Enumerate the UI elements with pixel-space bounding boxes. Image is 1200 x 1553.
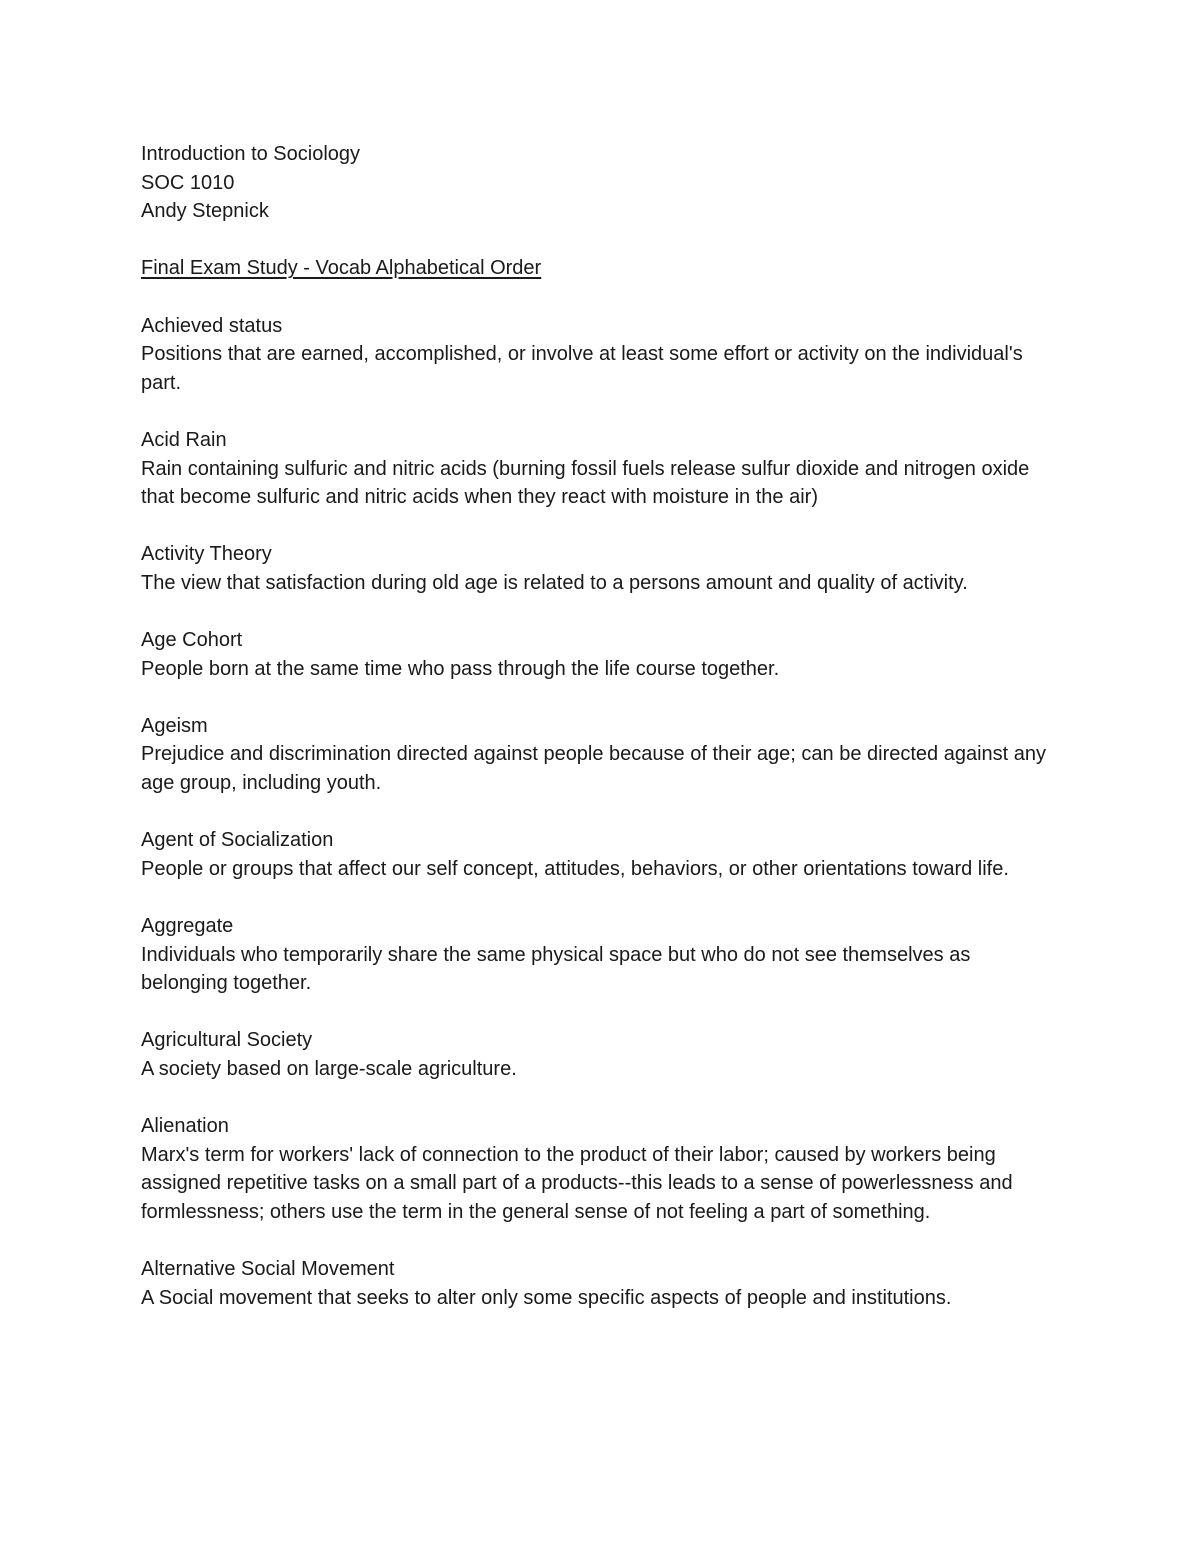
vocab-entry [141,540,1061,597]
vocab-term: Achieved status [141,314,283,337]
document-page [141,140,1061,1312]
vocab-entry [141,626,1061,683]
vocab-term: Ageism [141,714,208,737]
vocab-term: Agricultural Society [141,1029,313,1052]
vocab-definition: People born at the same time who pass through the life course together. [141,657,780,680]
vocab-definition: Prejudice and discrimination directed against people because of their age; can be directed against any age group, including youth. [141,743,1047,795]
vocab-entry [141,1112,1061,1226]
vocab-entry [141,912,1061,998]
vocab-entry [141,312,1061,398]
vocab-term: Alternative Social Movement [141,1258,395,1281]
vocab-term: Activity Theory [141,543,272,566]
vocab-definition: A society based on large-scale agriculture. [141,1058,517,1080]
vocab-term: Alienation [141,1115,229,1138]
vocab-definition: Marx's term for workers' lack of connection to the product of their labor; caused by workers being assigned repetitive tasks on a small part of a products--this leads to a sense of powerlessness and formlessness; others use the term in the general sense of not feeling a part of something. [141,1143,1013,1223]
vocab-definition: The view that satisfaction during old age is related to a persons amount and quality of activity. [141,571,968,594]
vocab-term: Age Cohort [141,629,243,652]
vocab-term: Acid Rain [141,428,227,451]
vocab-term: Agent of Socialization [141,829,334,852]
vocab-definition: Individuals who temporarily share the same physical space but who do not see themselves as belonging together. [141,943,971,995]
document-title: Final Exam Study - Vocab Alphabetical Order [141,257,542,280]
course-code: SOC 1010 [141,171,235,194]
author-name: Andy Stepnick [141,200,269,223]
vocab-definition: People or groups that affect our self concept, attitudes, behaviors, or other orientations toward life. [141,857,1009,880]
vocab-definition: Positions that are earned, accomplished, or involve at least some effort or activity on the individual's part. [141,343,1023,394]
vocab-entry [141,1026,1061,1083]
vocab-entry [141,1255,1061,1312]
vocab-definition: Rain containing sulfuric and nitric acids (burning fossil fuels release sulfur dioxide and nitrogen oxide that become sulfuric and nitric acids when they react with moisture in the air) [141,457,1030,509]
vocab-term: Aggregate [141,915,234,938]
vocab-entry [141,426,1061,512]
course-title: Introduction to Sociology [141,143,361,165]
vocab-definition: A Social movement that seeks to alter only some specific aspects of people and institutions. [141,1286,952,1309]
vocab-entry [141,712,1061,798]
vocab-entry [141,826,1061,883]
